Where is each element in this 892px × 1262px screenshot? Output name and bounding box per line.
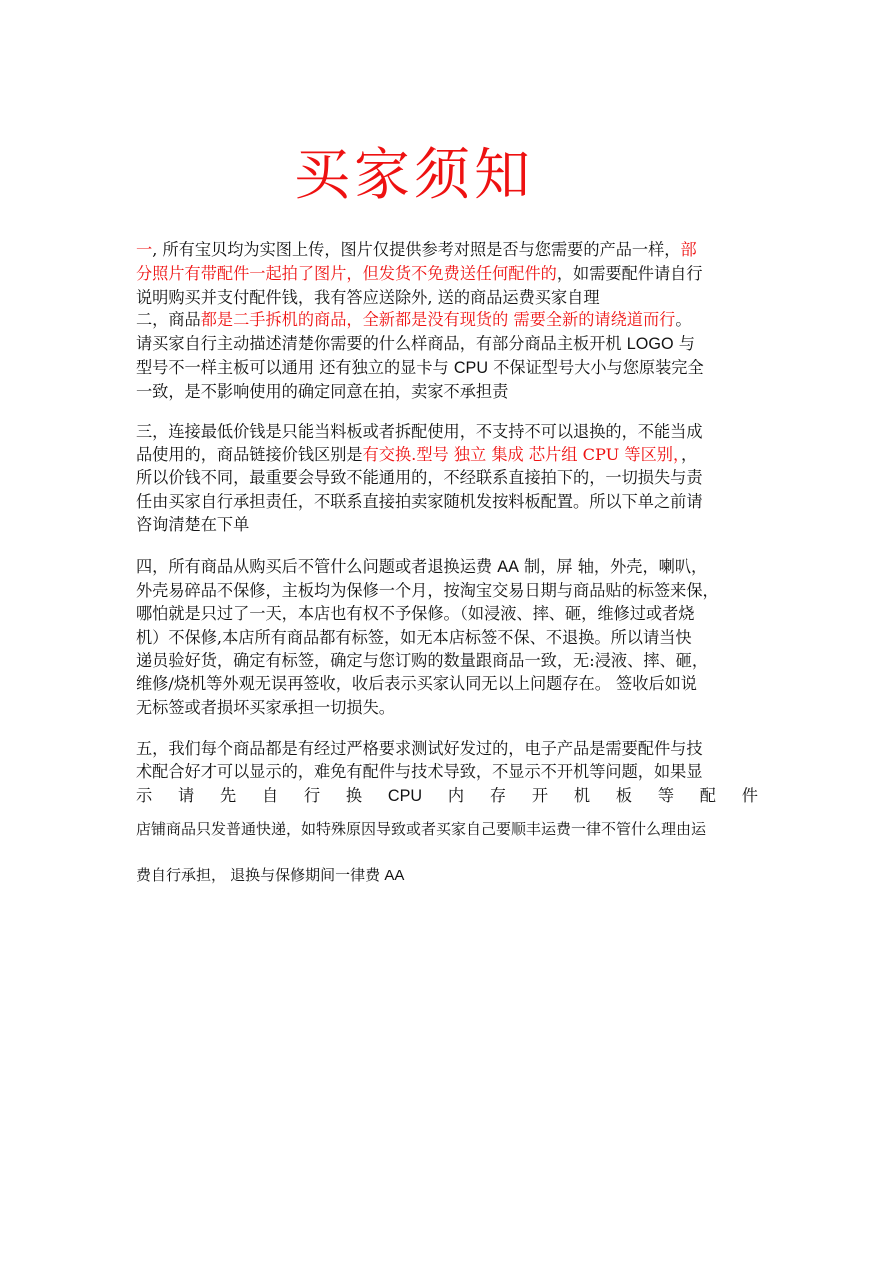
spread-word: 先: [219, 786, 237, 805]
para-2-text: 不保证型号大小与您原装完全: [488, 358, 704, 377]
spread-word: 等: [657, 786, 674, 805]
para-3-line: 所以价钱不同，最重要会导致不能通用的，不经联系直接拍下的，一切损失与责: [136, 468, 703, 487]
para-1-line: 说明购买并支付配件钱，我有答应送除外, 送的商品运费买家自理: [136, 288, 600, 307]
para-3-line: [136, 443, 758, 467]
para-1-text: ，如需要配件请自行: [556, 264, 703, 283]
para-3-line: 咨询清楚在下单: [136, 515, 250, 534]
spread-word: 自: [261, 786, 279, 805]
para-2-text: 二，商品: [136, 310, 201, 329]
spread-word: 换: [345, 786, 363, 805]
para-5-line: 术配合好才可以显示的，难免有配件与技术导致，不显示不开机等问题，如果显: [136, 762, 703, 781]
para-4-line: 无标签或者损坏买家承担一切损失。: [136, 698, 395, 717]
para-4-line: 机）不保修,本店所有商品都有标签，如无本店标签不保、不退换。所以请当快: [136, 628, 692, 647]
spread-word: 机: [573, 786, 591, 805]
para-2-text: 与: [673, 334, 695, 353]
para-2-highlight: 都是二手拆机的商品，全新都是没有现货的 需要全新的请绕道而行: [200, 310, 676, 329]
para-3-text: ，: [681, 445, 698, 464]
spread-word: 示: [136, 786, 153, 805]
para-5-line: 店铺商品只发普通快递，如特殊原因导致或者买家自己要顺丰运费一律不管什么理由运: [136, 821, 707, 838]
spread-word: 行: [303, 786, 321, 805]
spread-word: 请: [177, 786, 195, 805]
para-2-line: [136, 308, 758, 332]
para-3-text: 品使用的，商品链接价钱区别是: [136, 445, 363, 464]
para-5-line: 费自行承担， 退换与保修期间一律费 AA: [136, 867, 405, 884]
para-5-line: 五，我们每个商品都是有经过严格要求测试好发过的，电子产品是需要配件与技: [136, 739, 703, 758]
para-4-line: [136, 555, 758, 579]
spread-word: 板: [615, 786, 633, 805]
para-2-text: 型号不一样主板可以通用 还有独立的显卡与: [136, 358, 454, 377]
page-title: 买家须知: [294, 143, 534, 208]
para-4-line: 外壳易碎品不保修，主板均为保修一个月，按淘宝交易日期与商品贴的标签来保，: [136, 581, 719, 600]
para-2-text: LOGO: [626, 335, 674, 353]
spread-word: 存: [489, 786, 507, 805]
para-3-line: 任由买家自行承担责任，不联系直接拍卖家随机发按料板配置。所以下单之前请: [136, 492, 703, 511]
para-2-line: 一致，是不影响使用的确定同意在拍，卖家不承担责: [136, 382, 509, 401]
spread-word: 配: [699, 786, 716, 805]
para-4-line: 哪怕就是只过了一天，本店也有权不予保修。（如浸液、摔、砸，维修过或者烧: [136, 604, 695, 623]
para-4-text: 四，所有商品从购买后不管什么问题或者退换运费: [136, 557, 498, 576]
para-4-line: 维修/烧机等外观无误再签收，收后表示买家认同无以上问题存在。 签收后如说: [136, 674, 697, 693]
para-2-text: 。: [675, 310, 692, 329]
para-3-highlight: 有交换.型号 独立 集成 芯片组 CPU 等区别，: [362, 445, 682, 464]
para-1-text: , 所有宝贝均为实图上传，图片仅提供参考对照是否与您需要的产品一样，: [152, 240, 681, 259]
para-2-line: [136, 356, 758, 380]
para-4-text: 制，屏 轴，外壳，喇叭，: [518, 557, 708, 576]
para-4-line: 递员验好货，确定有标签，确定与您订购的数量跟商品一致，无:浸液、摔、砸，: [136, 651, 709, 670]
para-2-text: CPU: [453, 359, 489, 377]
para-1-line: [136, 262, 758, 286]
para-1-line: [136, 238, 758, 262]
para-3-line: 三，连接最低价钱是只能当料板或者拆配使用，不支持不可以退换的，不能当成: [136, 422, 703, 441]
spread-word: 内: [447, 786, 465, 805]
spread-word: 开: [531, 786, 549, 805]
para-1-highlight: 分照片有带配件一起拍了图片，但发货不免费送任何配件的: [136, 264, 557, 283]
para-2-line: [136, 332, 758, 356]
spread-word: 件: [741, 786, 758, 805]
para-2-text: 请买家自行主动描述清楚你需要的什么样商品，有部分商品主板开机: [136, 334, 627, 353]
para-4-text: AA: [497, 558, 519, 576]
para-1-highlight: 部: [680, 240, 697, 259]
para-5-spread-line: [136, 784, 758, 808]
spread-word: CPU: [387, 787, 423, 805]
para-1-number: 一: [136, 240, 153, 259]
